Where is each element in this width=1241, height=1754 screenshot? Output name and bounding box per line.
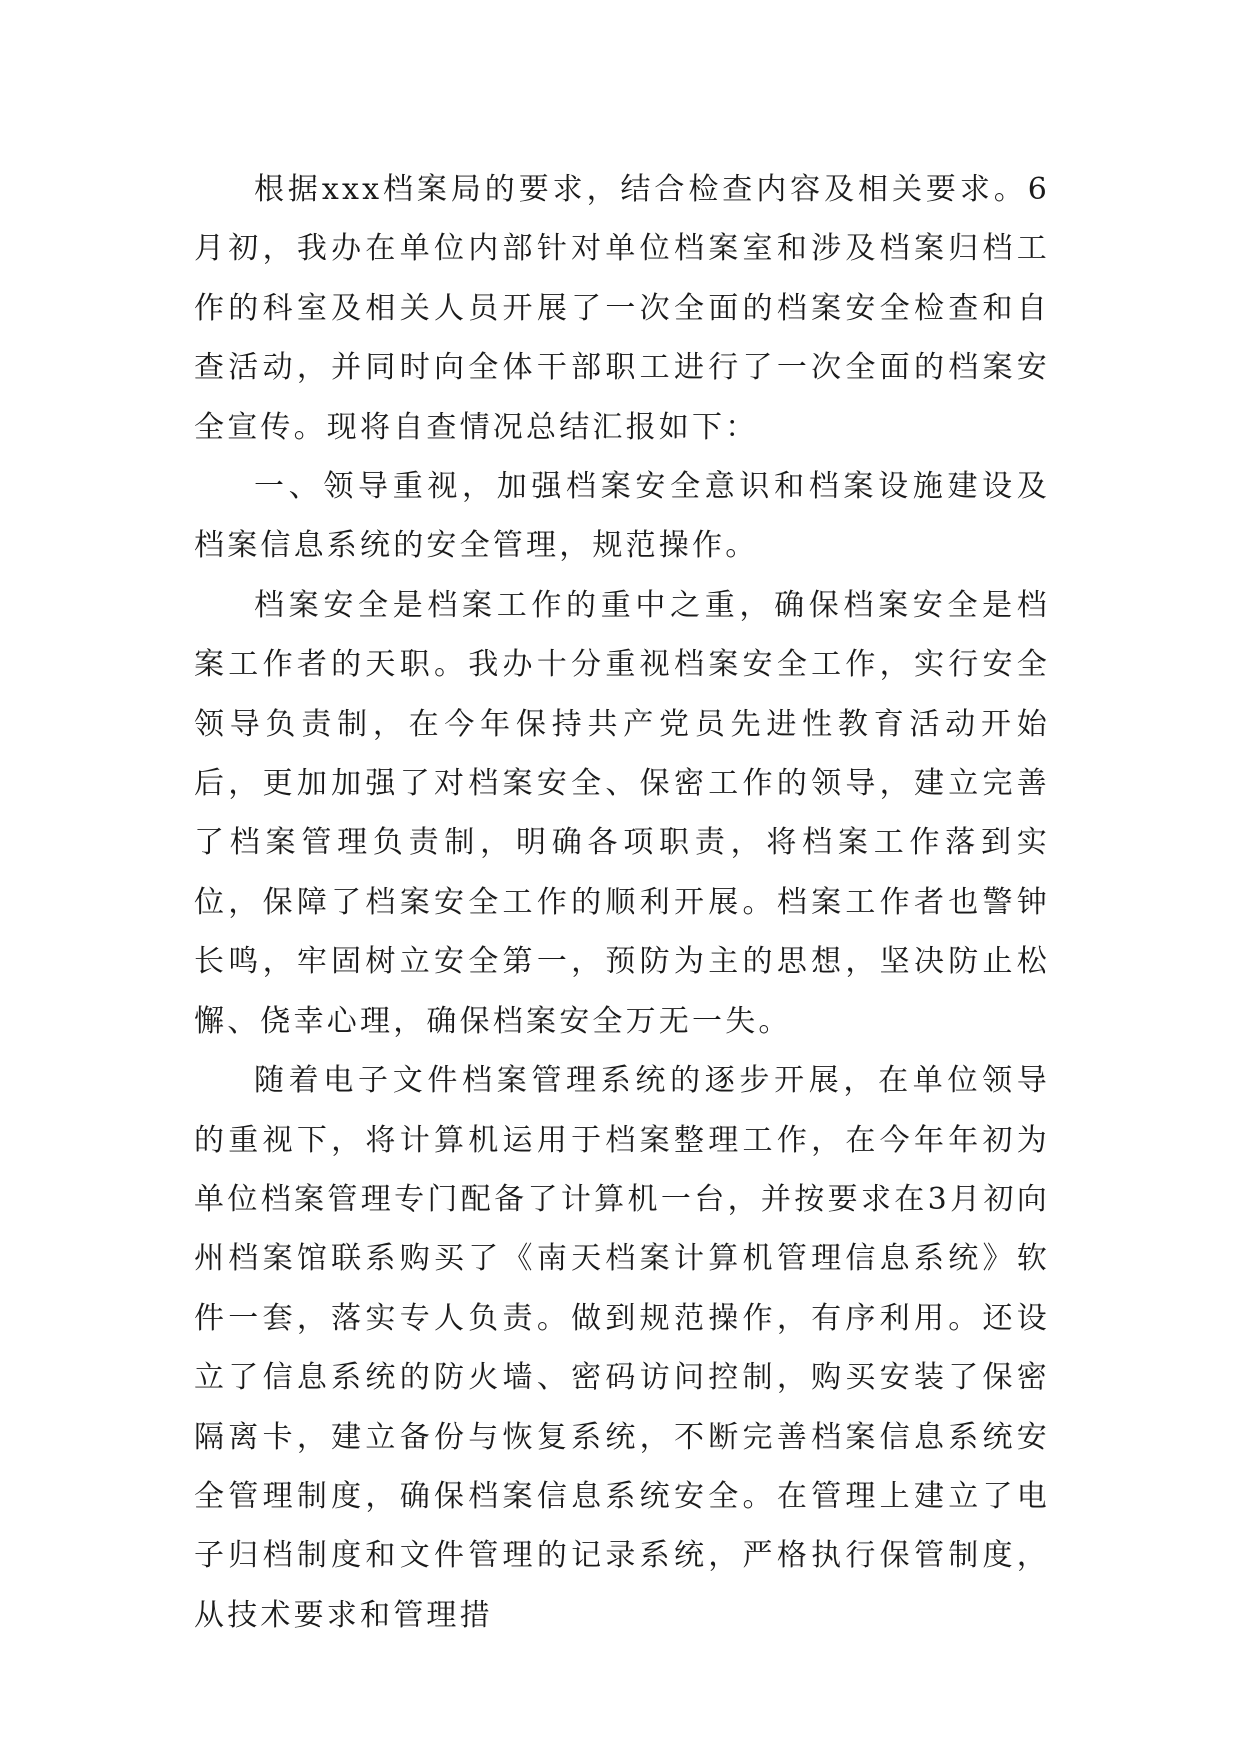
paragraph-electronic-system: 随着电子文件档案管理系统的逐步开展，在单位领导的重视下，将计算机运用于档案整理工作，在今年年初为单位档案管理专门配备了计算机一台，并按要求在3月初向州档案馆联系购买了《南天档案计算机管理信息系统》软件一套，落实专人负责。做到规范操作，有序利用。还设立了信息系统的防火墙、密码访问控制，购买安装了保密隔离卡，建立备份与恢复系统，不断完善档案信息系统安全管理制度，确保档案信息系统安全。在管理上建立了电子归档制度和文件管理的记录系统，严格执行保管制度，从技术要求和管理措 [194,1063,1050,1633]
section-heading-1: 一、领导重视，加强档案安全意识和档案设施建设及档案信息系统的安全管理，规范操作。 [194,469,1050,564]
paragraph-archive-safety: 档案安全是档案工作的重中之重，确保档案安全是档案工作者的天职。我办十分重视档案安全工作，实行安全领导负责制，在今年保持共产党员先进性教育活动开始后，更加加强了对档案安全、保密工作的领导，建立完善了档案管理负责制，明确各项职责，将档案工作落到实位，保障了档案安全工作的顺利开展。档案工作者也警钟长鸣，牢固树立安全第一，预防为主的思想，坚决防止松懈、侥幸心理，确保档案安全万无一失。 [194,587,1050,1039]
paragraph-intro: 根据xxx档案局的要求，结合检查内容及相关要求。6月初，我办在单位内部针对单位档案室和涉及档案归档工作的科室及相关人员开展了一次全面的档案安全检查和自查活动，并同时向全体干部职工进行了一次全面的档案安全宣传。现将自查情况总结汇报如下： [194,172,1050,445]
document-body [194,160,1050,1645]
